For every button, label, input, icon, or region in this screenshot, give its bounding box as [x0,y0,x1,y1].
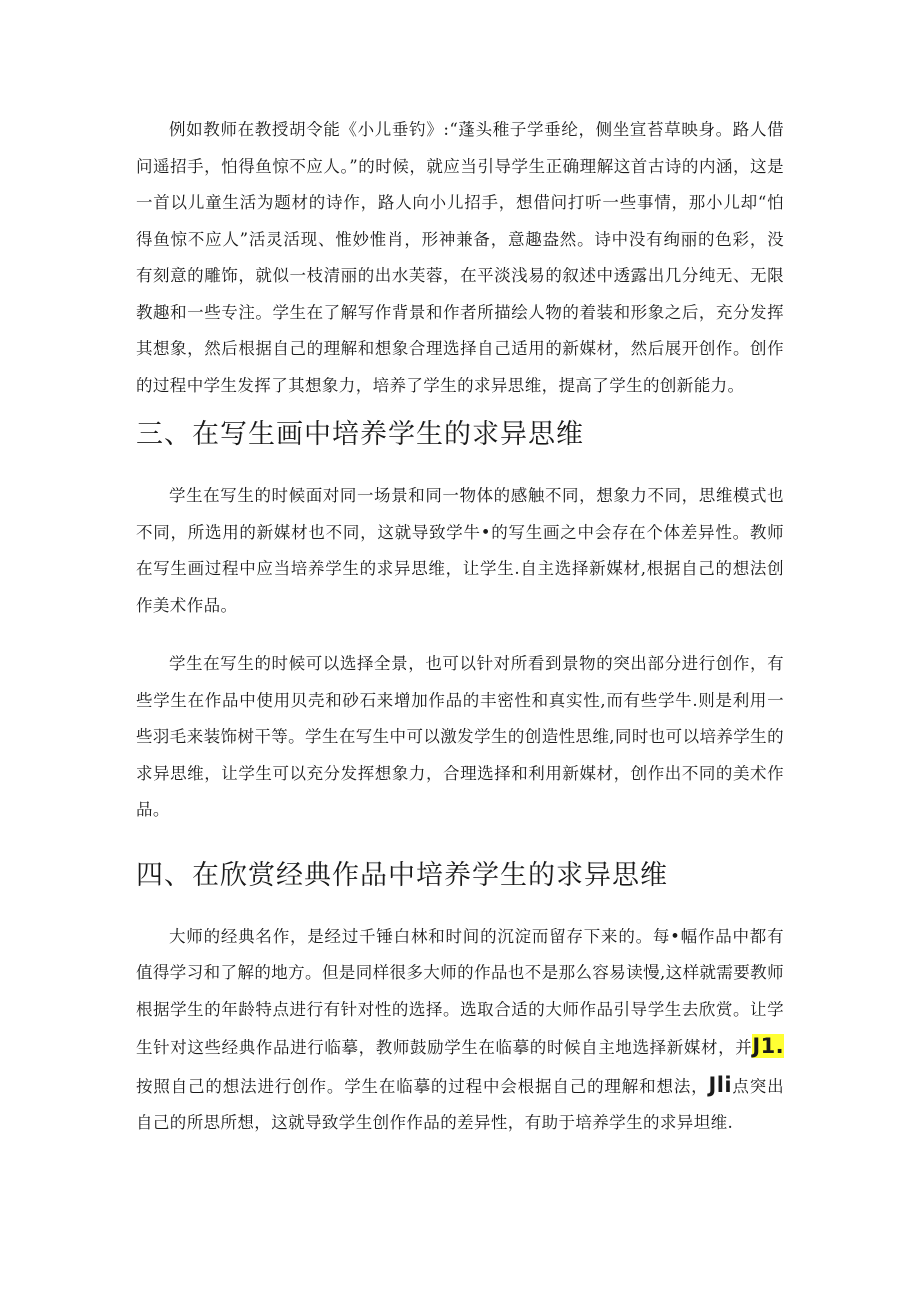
highlighted-ocr-fragment: J1. [752,1034,784,1058]
section-heading-3: 三、在写生画中培养学生的求异思维 [136,419,584,450]
paragraph-sketch-materials: 学生在写生的时候可以选择全景，也可以针对所看到景物的突出部分进行创作，有些学生在作品中使用贝壳和砂石来增加作品的丰密性和真实性,而有些学牛.则是利用一些羽毛来装饰树干等。学生在写生中可以激发学生的创造性思维,同时也可以培养学生的求异思维，让学生可以充分发挥想象力，合理选择和利用新媒材，创作出不同的美术作品。 [136,654,784,819]
section-heading-4: 四、在欣赏经典作品中培养学生的求异思维 [136,859,668,891]
document-page [136,112,784,1164]
paragraph-text-part-3: 点突出自己的所思所想，这就导致学生创作作品的差异性，有助于培养学生的求异坦维. [136,1076,785,1132]
paragraph-text-part-2: 按照自己的想法进行创作。学生在临摹的过程中会根据自己的理解和想法， [136,1076,709,1096]
paragraph-poem-example: 例如教师在教授胡令能《小儿垂钓》:“蓬头稚子学垂纶，侧坐宣苔草映身。路人借问遥招手，怕得鱼惊不应人。”的时候，就应当引导学生正确理解这首古诗的内涵，这是一首以儿童生活为题材的诗作，路人向小儿招手，想借问打听一些事情，那小儿却“怕得鱼惊不应人”活灵活现、惟妙惟肖，形神兼备，意趣盎然。诗中没有绚丽的色彩，没有刻意的雕饰，就似一枝清丽的出水芙蓉，在平淡浅易的叙述中透露出几分纯无、无限教趣和一些专注。学生在了解写作背景和作者所描绘人物的着装和形象之后，充分发挥其想象，然后根据自己的理解和想象合理选择自己适用的新媒材，然后展开创作。创作的过程中学生发挥了其想象力，培养了学生的求异思维，提高了学生的创新能力。 [136,120,784,395]
paragraph-masterpieces [136,919,784,1142]
paragraph-sketch-differences: 学生在写生的时候面对同一场景和同一物体的感触不同，想象力不同，思维模式也不同，所选用的新媒材也不同，这就导致学牛•的写生画之中会存在个体差异性。教师在写生画过程中应当培养学生的求异思维，让学生.自主选择新媒材,根据自己的想法创作美术作品。 [136,486,784,615]
ocr-fragment: Jli [708,1072,732,1097]
paragraph-text-part-1: 大师的经典名作，是经过千锤白林和时间的沉淀而留存下来的。每•幅作品中都有值得学习和了解的地方。但是同样很多大师的作品也不是那么容易读慢,这样就需要教师根据学生的年龄特点进行有针对性的选择。选取合适的大师作品引导学生去欣赏。让学生针对这些经典作品进行临摹，教师鼓励学生在临摹的时候自主地选择新媒材，并 [136,926,784,1057]
